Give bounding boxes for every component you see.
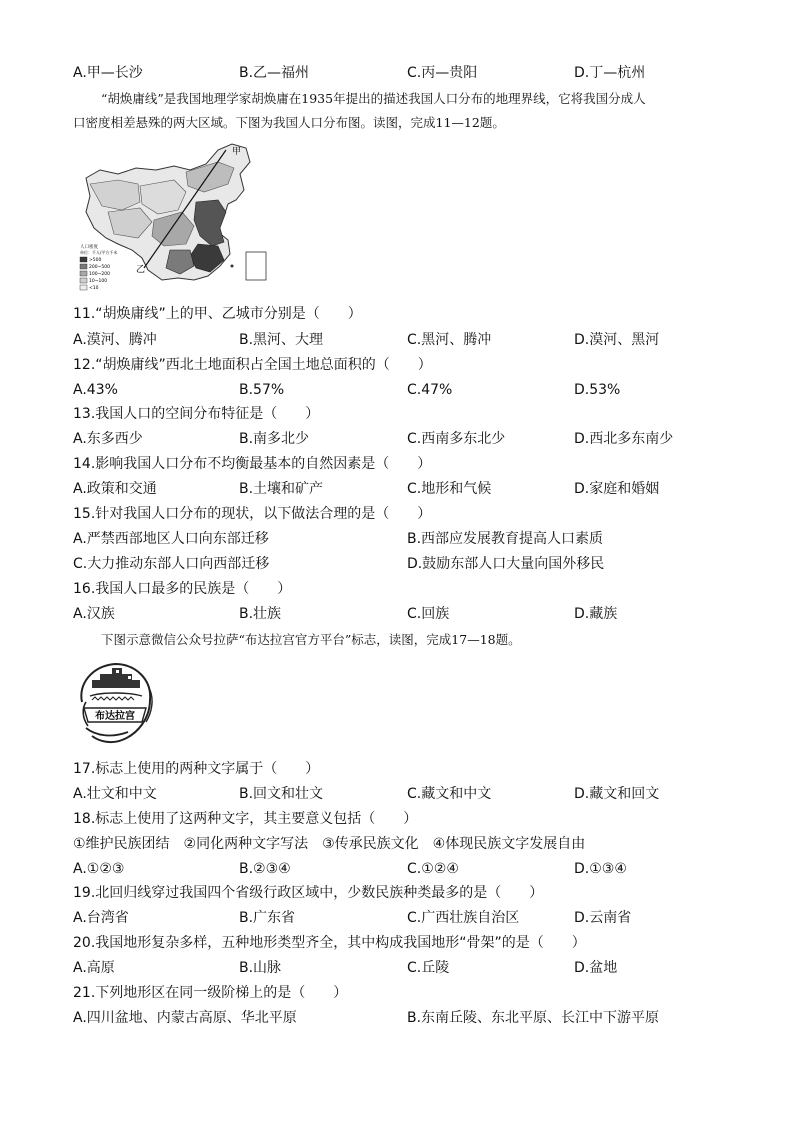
question-18: 18.标志上使用了这两种文字，其主要意义包括（ ） (73, 811, 418, 827)
legend-item: <10 (89, 286, 99, 291)
q11-option-d[interactable]: D.漠河、黑河 (574, 332, 660, 348)
question-12: 12.“胡焕庸线”西北土地面积占全国土地总面积的（ ） (73, 357, 432, 373)
q20-option-d[interactable]: D.盆地 (574, 960, 618, 976)
q13-option-c[interactable]: C.西南多东北少 (407, 431, 506, 447)
q20-option-b[interactable]: B.山脉 (239, 960, 282, 976)
question-13: 13.我国人口的空间分布特征是（ ） (73, 406, 320, 422)
south-sea-inset (246, 252, 266, 280)
q16-option-b[interactable]: B.壮族 (239, 606, 282, 622)
potala-palace-logo (72, 656, 158, 748)
q15-option-a[interactable]: A.严禁西部地区人口向东部迁移 (73, 531, 269, 547)
q20-option-a[interactable]: A.高原 (73, 960, 115, 976)
intro-paragraph-1-line-2: 口密度相差悬殊的两大区域。下图为我国人口分布图。读图，完成11—12题。 (73, 115, 505, 130)
question-15: 15.针对我国人口分布的现状，以下做法合理的是（ ） (73, 506, 432, 522)
china-population-map (78, 140, 280, 300)
q11-option-a[interactable]: A.漠河、腾冲 (73, 332, 157, 348)
q13-option-a[interactable]: A.东多西少 (73, 431, 143, 447)
question-14: 14.影响我国人口分布不均衡最基本的自然因素是（ ） (73, 456, 432, 472)
q15-option-b[interactable]: B.西部应发展教育提高人口素质 (407, 531, 604, 547)
q16-option-d[interactable]: D.藏族 (574, 606, 618, 622)
legend-unit: 单位：千人/平方千米 (80, 250, 118, 255)
q18-statements: ①维护民族团结 ②同化两种文字写法 ③传承民族文化 ④体现民族文字发展自由 (73, 836, 586, 852)
q11-option-c[interactable]: C.黑河、腾冲 (407, 332, 492, 348)
option-b[interactable]: B.乙—福州 (239, 65, 310, 81)
q19-option-a[interactable]: A.台湾省 (73, 910, 129, 926)
q18-option-d[interactable]: D.①③④ (574, 861, 627, 877)
q19-option-d[interactable]: D.云南省 (574, 910, 632, 926)
q20-option-c[interactable]: C.丘陵 (407, 960, 450, 976)
question-16: 16.我国人口最多的民族是（ ） (73, 581, 292, 597)
q21-option-a[interactable]: A.四川盆地、内蒙古高原、华北平原 (73, 1010, 297, 1026)
legend-title: 人口密度 (80, 245, 98, 250)
question-19: 19.北回归线穿过我国四个省级行政区域中，少数民族种类最多的是（ ） (73, 885, 544, 901)
question-11: 11.“胡焕庸线”上的甲、乙城市分别是（ ） (73, 306, 362, 322)
legend-item: 100~200 (89, 272, 110, 277)
q16-option-c[interactable]: C.回族 (407, 606, 450, 622)
q13-option-d[interactable]: D.西北多东南少 (574, 431, 674, 447)
legend-item: 200~500 (89, 265, 110, 270)
logo-text: 布达拉宫 (95, 711, 135, 722)
q14-option-c[interactable]: C.地形和气候 (407, 481, 492, 497)
q14-option-a[interactable]: A.政策和交通 (73, 481, 157, 497)
q21-option-b[interactable]: B.东南丘陵、东北平原、长江中下游平原 (407, 1010, 660, 1026)
option-d[interactable]: D.丁—杭州 (574, 65, 646, 81)
map-label-yi: 乙 (136, 265, 146, 275)
question-20: 20.我国地形复杂多样，五种地形类型齐全，其中构成我国地形“骨架”的是（ ） (73, 935, 586, 951)
legend-item: >500 (89, 258, 102, 263)
q12-option-b[interactable]: B.57% (239, 382, 285, 398)
q17-option-b[interactable]: B.回文和壮文 (239, 786, 324, 802)
q14-option-b[interactable]: B.土壤和矿产 (239, 481, 324, 497)
q18-option-a[interactable]: A.①②③ (73, 861, 125, 877)
q12-option-c[interactable]: C.47% (407, 382, 453, 398)
intro-paragraph-1-line-1: “胡焕庸线”是我国地理学家胡焕庸在1935年提出的描述我国人口分布的地理界线，它将我国分成人 (101, 91, 646, 106)
q14-option-d[interactable]: D.家庭和婚姻 (574, 481, 660, 497)
q18-option-b[interactable]: B.②③④ (239, 861, 291, 877)
q15-option-d[interactable]: D.鼓励东部人口大量向国外移民 (407, 556, 605, 572)
q11-option-b[interactable]: B.黑河、大理 (239, 332, 324, 348)
question-21: 21.下列地形区在同一级阶梯上的是（ ） (73, 985, 348, 1001)
q17-option-d[interactable]: D.藏文和回文 (574, 786, 660, 802)
q12-option-a[interactable]: A.43% (73, 382, 118, 398)
q19-option-b[interactable]: B.广东省 (239, 910, 296, 926)
option-c[interactable]: C.丙—贵阳 (407, 65, 478, 81)
q15-option-c[interactable]: C.大力推动东部人口向西部迁移 (73, 556, 270, 572)
q12-option-d[interactable]: D.53% (574, 382, 621, 398)
legend-item: 10~100 (89, 279, 108, 284)
q17-option-a[interactable]: A.壮文和中文 (73, 786, 157, 802)
map-label-jia: 甲 (232, 147, 242, 157)
question-17: 17.标志上使用的两种文字属于（ ） (73, 761, 320, 777)
q13-option-b[interactable]: B.南多北少 (239, 431, 310, 447)
q17-option-c[interactable]: C.藏文和中文 (407, 786, 492, 802)
q18-option-c[interactable]: C.①②④ (407, 861, 459, 877)
q19-option-c[interactable]: C.广西壮族自治区 (407, 910, 520, 926)
option-a[interactable]: A.甲—长沙 (73, 65, 143, 81)
intro-paragraph-2: 下图示意微信公众号拉萨“布达拉宫官方平台”标志，读图，完成17—18题。 (101, 632, 521, 647)
q16-option-a[interactable]: A.汉族 (73, 606, 115, 622)
